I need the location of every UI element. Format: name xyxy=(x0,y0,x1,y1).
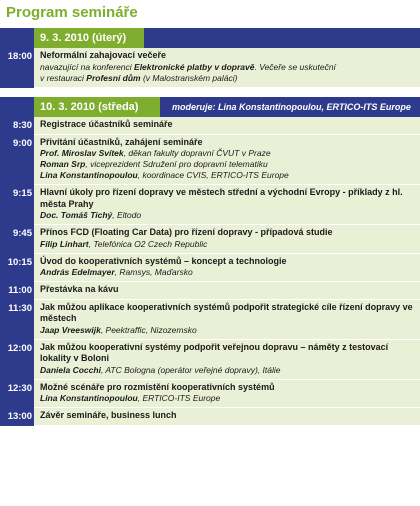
session-title: Přivítání účastníků, zahájení semináře xyxy=(40,136,203,147)
schedule-row xyxy=(0,254,420,283)
speaker-affiliation: , Ramsys, Maďarsko xyxy=(114,267,193,277)
header-time-spacer xyxy=(0,28,34,48)
speaker-name: Jaap Vreeswijk xyxy=(40,324,101,335)
session-time: 12:30 xyxy=(0,380,34,409)
day-1 xyxy=(0,28,420,88)
note-text: navazující na konferenci xyxy=(40,61,135,72)
session-time: 9:15 xyxy=(0,185,34,225)
speaker-name: Filip Linhart xyxy=(40,238,89,249)
header-time-spacer xyxy=(0,97,34,117)
session-time: 8:30 xyxy=(0,117,34,135)
speaker-line xyxy=(40,267,414,278)
session-title: Hlavní úkoly pro řízení dopravy ve městech střední a východní Evropy - příklady z hl. města Prahy xyxy=(40,187,403,209)
speaker-name: Roman Srp xyxy=(40,159,86,169)
schedule-row xyxy=(0,282,420,300)
session-time: 9:45 xyxy=(0,225,34,254)
speaker-line xyxy=(40,325,414,336)
note-text: v restauraci xyxy=(40,72,87,83)
speaker-line xyxy=(40,365,414,376)
note-text: (v Malostranském paláci) xyxy=(140,72,238,83)
schedule-row xyxy=(0,340,420,380)
speaker-name: Prof. Miroslav Svítek xyxy=(40,148,124,158)
schedule-row xyxy=(0,48,420,88)
session-time: 11:00 xyxy=(0,282,34,300)
speaker-affiliation: , ATC Bologna (operátor veřejné dopravy), Itálie xyxy=(100,364,281,375)
session-content xyxy=(34,254,420,283)
speaker-line xyxy=(40,393,414,404)
speaker-line xyxy=(40,159,414,170)
session-content xyxy=(34,380,420,409)
schedule-row xyxy=(0,135,420,186)
session-content xyxy=(34,185,420,225)
session-content xyxy=(34,135,420,186)
session-content xyxy=(34,300,420,340)
schedule-row xyxy=(0,300,420,340)
speaker-affiliation: , děkan fakulty dopravní ČVUT v Praze xyxy=(123,148,271,158)
session-title: Úvod do kooperativních systémů – koncept a technologie xyxy=(40,255,287,266)
session-time: 9:00 xyxy=(0,135,34,186)
day-2-schedule xyxy=(0,117,420,426)
schedule-row xyxy=(0,380,420,409)
speaker-name: Doc. Tomáš Tichý xyxy=(40,210,113,220)
session-title: Jak můžou kooperativní systémy podpořit veřejnou dopravu – náměty z testovací lokality v Boloni xyxy=(40,341,389,363)
speaker-affiliation: , Telefónica O2 Czech Republic xyxy=(88,238,208,249)
session-content xyxy=(34,282,420,300)
day-date: 10. 3. 2010 (středa) xyxy=(34,97,160,117)
speaker-affiliation: , viceprezident Sdružení pro dopravní telematiku xyxy=(85,159,268,169)
speaker-name: Lina Konstantinopoulou xyxy=(40,393,138,403)
session-note xyxy=(40,73,414,84)
session-content xyxy=(34,225,420,254)
session-time: 11:30 xyxy=(0,300,34,340)
day-date: 9. 3. 2010 (úterý) xyxy=(34,28,144,48)
day-2 xyxy=(0,97,420,426)
session-content xyxy=(34,48,420,88)
speaker-line xyxy=(40,210,414,221)
page-title: Program semináře xyxy=(6,4,138,21)
session-time: 12:00 xyxy=(0,340,34,380)
session-title: Jak můžou aplikace kooperativních systémů podpořit strategické cíle řízení dopravy ve městech xyxy=(40,301,413,323)
speaker-name: Lina Konstantinopoulou xyxy=(40,170,138,180)
speaker-affiliation: , Peektraffic, Nizozemsko xyxy=(100,324,197,335)
session-title: Neformální zahajovací večeře xyxy=(40,50,167,60)
session-title: Možné scénáře pro rozmístění kooperativních systémů xyxy=(40,381,275,392)
day-gap xyxy=(0,88,420,97)
session-title: Závěr semináře, business lunch xyxy=(40,410,177,420)
session-content xyxy=(34,117,420,135)
speaker-name: Daniela Cocchi xyxy=(40,364,101,375)
schedule-row xyxy=(0,408,420,426)
note-emphasis: Profesní dům xyxy=(86,72,141,83)
day-header xyxy=(0,28,420,48)
speaker-affiliation: , Eltodo xyxy=(112,210,142,220)
speaker-affiliation: , koordinace CVIS, ERTICO-ITS Europe xyxy=(137,170,289,180)
moderator-note: moderuje: Lina Konstantinopoulou, ERTICO-ITS Europe xyxy=(160,97,420,117)
header-fill xyxy=(144,28,420,48)
session-content xyxy=(34,340,420,380)
note-emphasis: Elektronické platby v dopravě xyxy=(134,61,255,72)
speaker-line xyxy=(40,170,414,181)
day-header xyxy=(0,97,420,117)
speaker-line xyxy=(40,148,414,159)
schedule-row xyxy=(0,225,420,254)
schedule-row xyxy=(0,185,420,225)
speaker-name: András Edelmayer xyxy=(40,267,115,277)
session-time: 13:00 xyxy=(0,408,34,426)
session-title: Přínos FCD (Floating Car Data) pro řízení dopravy - případová studie xyxy=(40,227,333,237)
session-title: Registrace účastníků semináře xyxy=(40,119,173,129)
speaker-line xyxy=(40,239,414,250)
session-note xyxy=(40,62,414,73)
session-time: 18:00 xyxy=(0,48,34,88)
speaker-affiliation: , ERTICO-ITS Europe xyxy=(137,393,221,403)
session-content xyxy=(34,408,420,426)
session-title: Přestávka na kávu xyxy=(40,284,119,294)
note-text: . Večeře se uskuteční xyxy=(254,61,336,72)
schedule-row xyxy=(0,117,420,135)
session-time: 10:15 xyxy=(0,254,34,283)
